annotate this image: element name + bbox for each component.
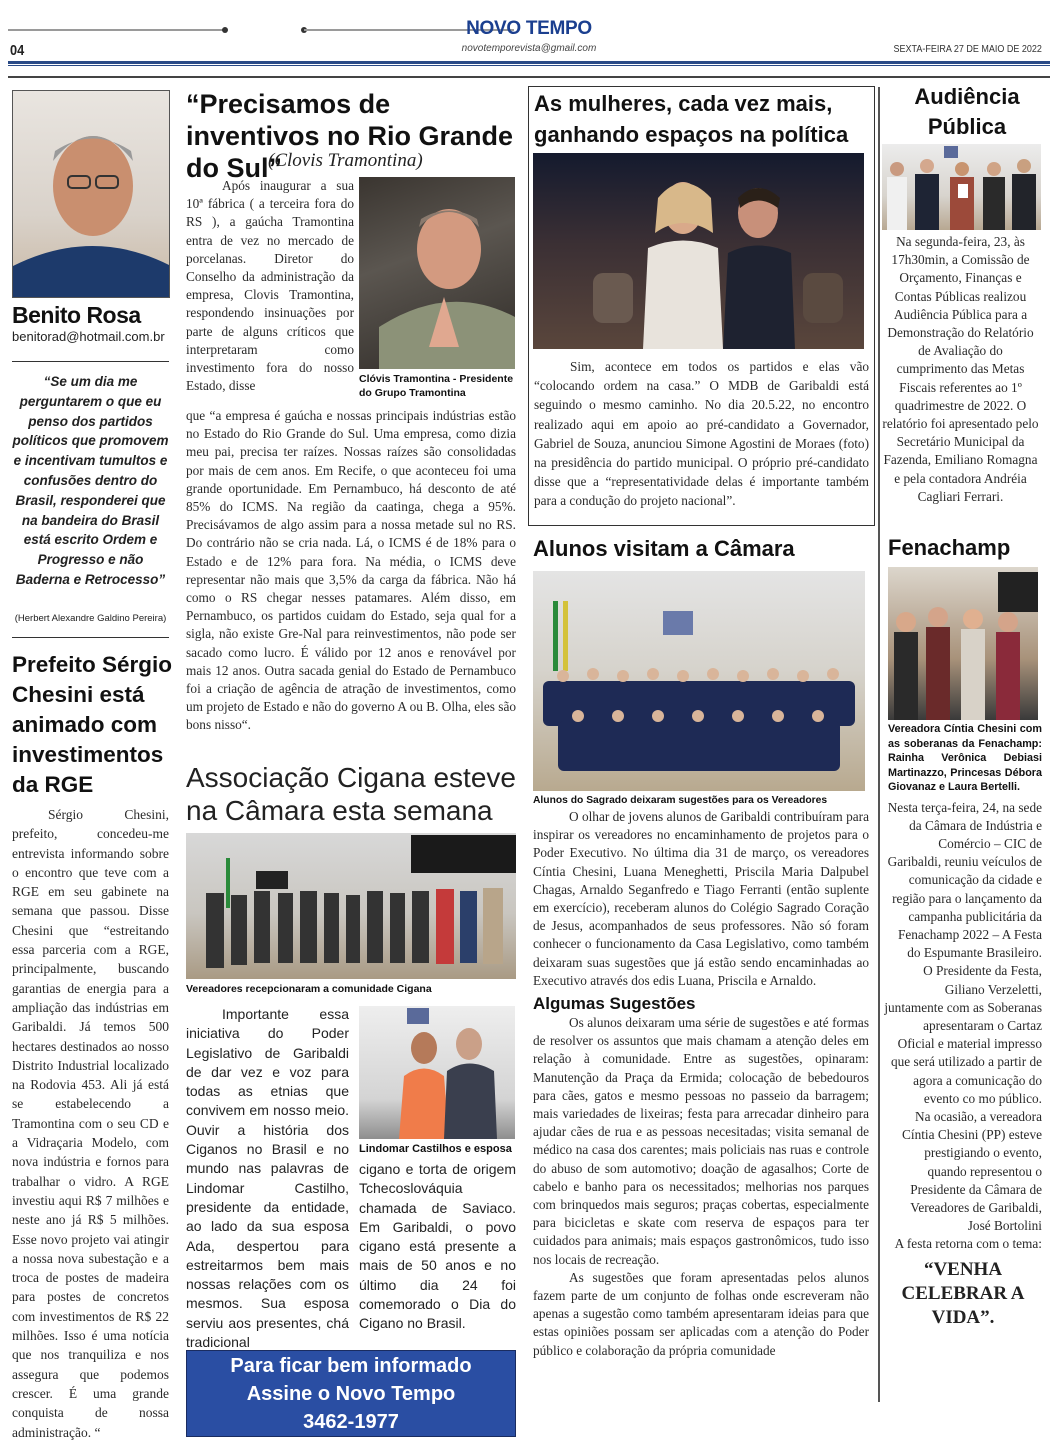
quote-source: (Herbert Alexandre Galdino Pereira) [14, 613, 167, 624]
article-body-cigana-left: Importante essa iniciativa do Poder Legislativo de Garibaldi de dar vez e voz para todas as etnias que convivem em nosso meio. Ouvir a história dos Ciganos no Brasil e no mundo nas palavras de Lindomar Castilho, presidente da entidade, ao lado da sua esposa Ada, despertou para estreitarmos bem mais nossas relações com os mesmos. Sua esposa serviu aos presentes, chá tradicional [186, 1006, 349, 1351]
column-divider [878, 87, 880, 1402]
page-number: 04 [10, 42, 25, 59]
mulheres-scene-icon [533, 153, 864, 349]
couple-photo-caption: Lindomar Castilhos e esposa [359, 1143, 512, 1155]
author-portrait-icon [13, 91, 170, 298]
article-headline-mulheres: As mulheres, cada vez mais, ganhando espaços na política [534, 91, 849, 147]
header-rule-blue [8, 61, 1050, 64]
alunos-group-scene-icon [533, 571, 865, 791]
cigana-photo-caption: Vereadores recepcionaram a comunidade Cigana [186, 983, 432, 995]
article-headline-prefeito: Prefeito Sérgio Chesini está animado com investimentos da RGE [12, 652, 173, 797]
author-photo [12, 90, 170, 298]
article-byline-tramontina: (Clovis Tramontina) [268, 150, 423, 171]
masthead: NOVO TEMPO [466, 18, 592, 39]
article-body-fenachamp-2: O Presidente da Festa, Giliano Verzeletti, juntamente com as Soberanas apresentaram o Cartaz Oficial e material impresso que será utilizado a partir de agora a comunicação do evento co mo público. [884, 963, 1042, 1106]
article-body-sugestoes-2: As sugestões que foram apresentadas pelos alunos fazem parte de um conjunto de folhas onde escreveram não apenas a sugestão como também apresentaram ideias para que estas opiniões possam ser aplicadas com a atenção do Poder público e colaboração da própria comunidade [533, 1269, 869, 1358]
cigana-right-flow [359, 1006, 516, 1334]
audiencia-group-scene-icon [882, 144, 1041, 230]
alunos-photo [533, 571, 865, 791]
article-body-sugestoes: Os alunos deixaram uma série de sugestões e até formas de resolver os assuntos que mais chamam a atenção deles em relação à comunidade. Entre as sugestões, opinaram: Manutenção da Praça da Ermida; colocação de bebedouros para cães, gatos e mesmo pessoas no passeio da barragem; mais variedades de lixeiras; festa para arrecadar dinheiro para ajudar cães de rua e as pessoas necesitadas; visita semanal de médico na casa dos carentes; mais policiais nas ruas e controle do abuso de som automotivo; doação de agasalhos; Corte de cabelo e banho para os necessitados; melhorias nos parques com brinquedos mais seguros; praças cobertas, especialmente para bicicletas e skate com reserva de espaços para ter cuidados para animais; mais espaços gastronômicos, tudo isso nos locais de recreação. [533, 1015, 869, 1267]
article-body-fenachamp-3: Na ocasião, a vereadora Cíntia Chesini (PP) esteve prestigiando o evento, quando representou o Presidente da Câmara de Vereadores de Garibaldi, José Bortolini [902, 1108, 1042, 1234]
article-body-cigana-right: cigano e torta de origem Tchecoslováquia chamada de Saviaco. Em Garibaldi, o povo cigano está presente a mais de 50 anos e no último dia 24 foi comemorado o Dia do Cigano no Brasil. [359, 1161, 516, 1332]
alunos-photo-caption: Alunos do Sagrado deixaram sugestões para os Vereadores [533, 795, 828, 806]
divider [12, 361, 169, 362]
article-body-alunos: O olhar de jovens alunos de Garibaldi contribuíram para inspirar os vereadores no encaminhamento de projetos para o Poder Executivo. No última dia 31 de março, os vereadores Cíntia Chesini, Luana Meneghetti, Priscila Maria Dalpubel Chagas, Arnaldo Seganfredo e Tiago Ferranti (então suplente em exercício), receberam alunos do Colégio Sagrado Coração de Jesus, acompanhados de seus professores. Não só foram conhecer o funcionamento da Casa Legislativo, como também deixaram suas sugestões que já estão sendo encaminhadas ao Executivo através dos edis Luana, Priscila e Arnaldo. [533, 809, 869, 988]
article-body-fenachamp-1: Nesta terça-feira, 24, na sede da Câmara de Indústria e Comércio – CIC de Garibaldi, reuniu veículos de comunicação da cidade e região para o lançamento da campanha publicitária da Fenachamp 2022 – A Festa do Espumante Brasileiro. [887, 799, 1042, 961]
mulheres-photo [533, 153, 864, 349]
cigana-group-photo [186, 833, 516, 979]
article-body-tramontina-wide: que “a empresa é gaúcha e nossas principais indústrias estão no Estado do Rio Grande do Sul. Uma empresa, como dizia meu pai, precisa ter raízes. Nossas raízes são consolidadas por mais de cem anos. Em Recife, o que aconteceu foi uma grande oportunidade. Em Pernambuco, há desconto de até 85% do ICMS. Na região da caatinga, chega a 95%. Precisávamos de algo assim para a nossa metade sul no RS. Do contrário não se cria nada. Lá, o ICMS é de 18% para o Estado e de 12% para fora. Na média, o ICMS deve representar não mais que 3,5% da carga da fábrica. Não há como o RS chegar nesses patamares. Além disso, em Pernambuco, os partidos cuidam do Estado, seja qual for a sigla, não existe Gre-Nal para reinvestimentos, não pode ser sacado como lucro. É válido por 12 anos e renovável por mais 12 anos. Outra sacada genial do Estado de Pernambuco foi a criação de agência de atração de investimentos, como um projeto de Estado e não do governo A ou B. Olha, eles são bons nisso“. [186, 408, 516, 733]
article-body-mulheres: Sim, acontece em todos os partidos e elas vão “colocando ordem na casa.” O MDB de Garibaldi está seguindo o mesmo caminho. No dia 20.5.22, no encontro realizado aqui em apoio ao pré-candidato a Governador, Gabriel de Souza, anunciou Simone Agostini de Moraes (foto) na presidência do partido municipal. O próprio pré-candidato disse que a “representatividade delas é importante também para a condução do projeto nacional”. [534, 359, 869, 509]
article-body-audiencia: Na segunda-feira, 23, às 17h30min, a Comissão de Orçamento, Finanças e Contas Públicas realizou Audiência Pública para a Demonstração do Relatório de Avaliação do cumprimento das Metas Fiscais referentes ao 1º quadrimestre de 2022. O relatório foi apresentado pelo Secretário Municipal da Fazenda, Emiliano Romagna e pela contadora Andréia Cagliari Ferrari. [882, 234, 1039, 504]
fenachamp-photo [888, 567, 1038, 720]
ad-line-2: Assine o Novo Tempo [246, 1383, 456, 1405]
audiencia-photo [882, 144, 1041, 230]
tramontina-body-flow [186, 177, 516, 735]
article-body-fenachamp-4: A festa retorna com o tema: [894, 1236, 1042, 1252]
article-headline-fenachamp: Fenachamp [888, 535, 1011, 560]
pull-quote: “Se um dia me perguntarem o que eu penso dos partidos políticos que promovem e incentivam tumultos e confusões dentro do Brasil, responderei que na bandeira do Brasil está escrito Ordem e Progresso e não Baderna e Retrocesso” [12, 374, 169, 587]
ad-phone[interactable]: 3462-1977 [303, 1411, 399, 1433]
subscription-ad[interactable] [186, 1350, 516, 1437]
author-name: Benito Rosa [12, 302, 141, 328]
issue-date: SEXTA-FEIRA 27 DE MAIO DE 2022 [893, 44, 1042, 55]
couple-photo [359, 1006, 515, 1139]
header-rule-blue-thin [8, 65, 1050, 66]
fenachamp-photo-caption: Vereadora Cíntia Chesini com as soberanas da Fenachamp: Rainha Verônica Debiasi Martinazzo, Princesas Débora Giovanaz e Laura Bertelli. [888, 723, 1042, 793]
couple-scene-icon [359, 1006, 515, 1139]
header-rule-dark [8, 76, 1050, 78]
article-headline-alunos: Alunos visitam a Câmara [533, 536, 795, 561]
masthead-email: novotemporevista@gmail.com [461, 43, 597, 54]
article-headline-cigana: Associação Cigana esteve na Câmara esta semana [186, 762, 516, 826]
author-email[interactable]: benitorad@hotmail.com.br [12, 329, 165, 344]
tramontina-photo-caption: Clóvis Tramontina - Presidente do Grupo Tramontina [359, 373, 514, 399]
alunos-text-flow [533, 794, 869, 1360]
article-headline-audiencia: Audiência Pública [914, 84, 1020, 139]
fenachamp-text-flow [884, 722, 1042, 1330]
cigana-top-flow [186, 761, 521, 996]
article-headline-tramontina: “Precisamos de inventivos no Rio Grande do Sul” [186, 89, 514, 183]
divider [12, 637, 169, 638]
fenachamp-theme: “VENHA CELEBRAR A VIDA”. [901, 1258, 1025, 1328]
article-subhead-sugestoes: Algumas Sugestões [533, 994, 696, 1014]
ad-line-1: Para ficar bem informado [230, 1355, 472, 1377]
article-body-prefeito: Sérgio Chesini, prefeito, concedeu-me entrevista informando sobre o encontro que teve com a RGE em seu gabinete na semana que passou. Disse Chesini que “estreitando essa parceria com a RGE, principalmente, buscando garantias de energia para a ampliação das indústrias em Garibaldi. Já temos 500 hectares destinados ao nosso Distrito Industrial localizado na Rodovia 453. Ali já está se estabelecendo a Tramontina com o seu CD e a Vidraçaria Modelo, com nova indústria e fornos para trabalhar o vidro. A RGE investiu aqui R$ 7 milhões e neste ano já R$ 5 milhões. Esse novo projeto vai atingir a nossa nova subestação e a troca de postes de madeira para postes de concretos com investimentos de R$ 22 milhões. Isso é uma notícia que nos tranquiliza e nos assegura que podemos crescer. É uma grande conquista de nossa administração. “ [12, 807, 169, 1440]
article-body-tramontina-narrow: Após inaugurar a sua 10ª fábrica ( a terceira fora do RS ), a gaúcha Tramontina entra de vez no mercado de porcelanas. Diretor do Conselho da administração da empresa, Clovis Tramontina, respondendo insinuações por parte de alguns críticos que interpretaram como investimento fora do nosso Estado, disse [186, 178, 354, 394]
cigana-group-scene-icon [186, 833, 516, 979]
fenachamp-group-scene-icon [888, 567, 1038, 720]
